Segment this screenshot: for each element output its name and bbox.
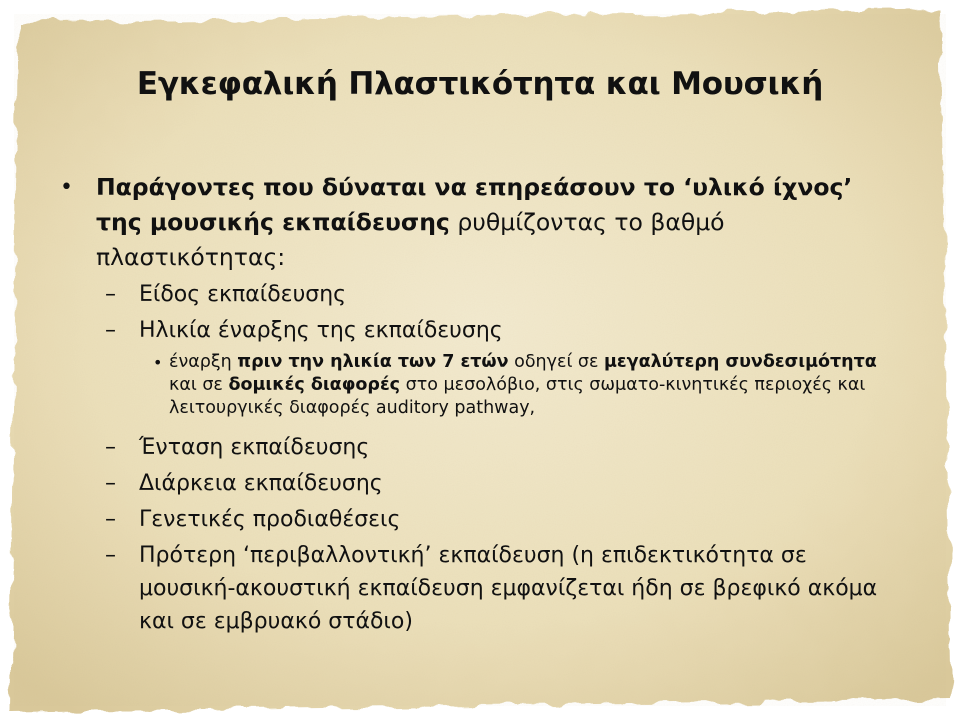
slide-title: Εγκεφαλική Πλαστικότητα και Μουσική <box>136 66 824 102</box>
subitem-prior-training <box>60 539 900 638</box>
dash-marker: – <box>105 543 116 568</box>
main-bullet-text: ρυθμίζοντας το βαθμό πλαστικότητας: <box>96 208 725 271</box>
detail-bold-text: δομικές διαφορές <box>228 375 401 395</box>
subitem-label: Γενετικές προδιαθέσεις <box>139 507 401 532</box>
subitem-label: Είδος εκπαίδευσης <box>139 282 347 307</box>
subitem-label: Διάρκεια εκπαίδευσης <box>139 471 383 496</box>
sub-subitem-start-age-detail <box>60 351 900 420</box>
dash-marker: – <box>105 471 116 496</box>
dot-marker: • <box>153 353 163 372</box>
main-bullet-bold-text: Παράγοντες που δύναται να επηρεάσουν το ‘υλικό ίχνος’ της μουσικής εκπαίδευσης <box>96 173 853 236</box>
dash-marker: – <box>105 507 116 532</box>
detail-text: έναρξη <box>169 352 238 372</box>
detail-bold-text: μεγαλύτερη συνδεσιμότητα <box>604 352 877 372</box>
subitem-label: Ηλικία έναρξης της εκπαίδευσης <box>139 318 503 343</box>
subitem-intensity <box>60 431 900 464</box>
main-bullet <box>60 170 900 275</box>
dash-marker: – <box>105 435 116 460</box>
dash-marker: – <box>105 318 116 343</box>
subitem-start-age <box>60 314 900 347</box>
content-area <box>60 170 900 638</box>
detail-text: στο μεσολόβιο, στις σωματο-κινητικές περιοχές και λειτουργικές διαφορές auditory pathway, <box>169 375 866 418</box>
subitem-genetics <box>60 503 900 536</box>
subitem-duration <box>60 467 900 500</box>
dash-marker: – <box>105 282 116 307</box>
subitem-training-type <box>60 278 900 311</box>
bullet-marker: • <box>60 175 73 200</box>
detail-text: και σε <box>169 375 229 395</box>
subitem-label: Ένταση εκπαίδευσης <box>139 435 370 460</box>
detail-text: οδηγεί σε <box>508 352 605 372</box>
subitem-label: Πρότερη ‘περιβαλλοντική’ εκπαίδευση (η επιδεκτικότητα σε μουσική-ακουστική εκπαίδευση εμφανίζεται ήδη σε βρεφικό ακόμα και σε εμβρυακό στάδιο) <box>139 543 878 634</box>
detail-bold-text: πριν την ηλικία των 7 ετών <box>237 352 509 372</box>
